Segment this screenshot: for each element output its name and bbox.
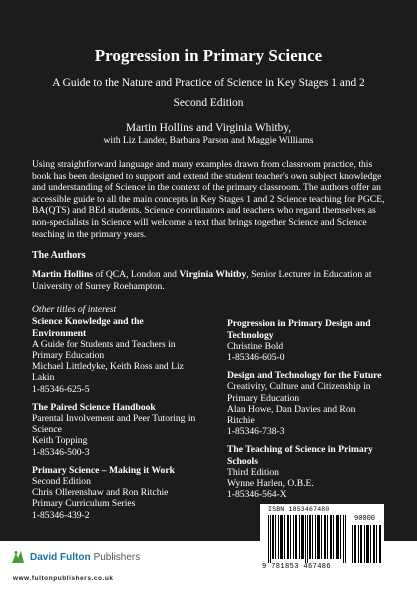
other-title-line: 1-85346-500-3 xyxy=(32,446,90,458)
authors-bio xyxy=(32,269,385,292)
book-coauthors: with Liz Lander, Barbara Parson and Maggie Williams xyxy=(103,135,314,146)
author2-text: , Senior Lecturer in Education at University of Surrey Roehampton. xyxy=(32,269,372,292)
author1-name: Martin Hollins xyxy=(32,269,94,281)
other-title-name: Design and Technology for the Future xyxy=(227,370,382,382)
other-title-name: The Paired Science Handbook xyxy=(32,401,156,413)
other-title-name: Primary Science – Making it Work xyxy=(32,464,175,476)
publisher-suffix: Publishers xyxy=(93,551,141,563)
author1-text: of QCA, London and xyxy=(93,269,180,281)
book-edition: Second Edition xyxy=(173,97,244,109)
book-blurb: Using straightforward language and many examples drawn from classroom practice, this book has been designed to support and extend the student teacher's own subject knowledge and understanding of Science in the context of the primary classroom. The authors offer an accessible guide to all the main concepts in Key Stages 1 and 2 Science teaching for PGCE, BA(QTS) and BEd students. Science coordinators and teachers who regard themselves as non-specialists in Science will welcome a text that brings together Science and Science teaching in the primary years. xyxy=(32,159,385,240)
addon-barcode xyxy=(352,525,382,563)
other-title-line: Keith Topping xyxy=(32,435,88,447)
ean-barcode xyxy=(268,515,346,563)
other-title-line: Second Edition xyxy=(32,475,91,487)
other-title-line: 1-85346-439-2 xyxy=(32,509,90,521)
other-titles-left-column xyxy=(32,316,200,527)
barcode-panel xyxy=(260,504,384,574)
other-title-line: Third Edition xyxy=(227,466,279,478)
publisher-website-link[interactable]: www.fultonpublishers.co.uk xyxy=(13,575,114,582)
other-title-line: Wynne Harlen, O.B.E. xyxy=(227,477,314,489)
other-title-item xyxy=(32,465,200,521)
authors-heading: The Authors xyxy=(32,250,86,262)
other-title-item xyxy=(227,318,385,363)
book-subtitle: A Guide to the Nature and Practice of Science in Key Stages 1 and 2 xyxy=(52,77,365,89)
price-code: 90000 xyxy=(354,515,376,523)
book-title: Progression in Primary Science xyxy=(94,46,323,65)
other-title-name: The Teaching of Science in Primary Schools xyxy=(227,444,373,467)
other-titles-right-column xyxy=(227,318,385,527)
other-title-line: Creativity, Culture and Citizenship in Primary Education xyxy=(227,381,371,404)
other-title-line: 1-85346-564-X xyxy=(227,489,287,501)
isbn-text: ISBN 1853467480 xyxy=(268,506,330,513)
other-title-item xyxy=(227,370,385,437)
other-title-line: Michael Littledyke, Keith Ross and Liz Lakin xyxy=(32,361,184,384)
other-title-line: Christine Bold xyxy=(227,340,284,352)
other-title-line: Primary Curriculum Series xyxy=(32,498,136,510)
other-title-line: 1-85346-738-3 xyxy=(227,426,285,438)
other-titles-list xyxy=(32,316,385,527)
other-title-line: Alan Howe, Dan Davies and Ron Ritchie xyxy=(227,403,356,426)
other-title-name: Progression in Primary Design and Technology xyxy=(227,318,371,341)
author2-name: Virginia Whitby xyxy=(179,269,247,281)
other-titles-heading: Other titles of interest xyxy=(32,304,117,316)
other-title-name: Science Knowledge and the Environment xyxy=(32,316,144,339)
publisher-logo[interactable] xyxy=(10,550,140,564)
other-title-line: 1-85346-605-0 xyxy=(227,351,285,363)
other-title-line: 1-85346-625-5 xyxy=(32,383,90,395)
other-title-item xyxy=(32,402,200,458)
other-title-item xyxy=(32,316,200,394)
book-authors: Martin Hollins and Virginia Whitby, xyxy=(125,122,292,134)
figure-logo-icon xyxy=(10,550,26,564)
other-title-item xyxy=(227,444,385,500)
publisher-name: David Fulton xyxy=(30,551,91,563)
other-title-line: Chris Ollerenshaw and Ron Ritchie xyxy=(32,487,169,499)
ean-digits: 9 781853 467486 xyxy=(262,563,332,571)
other-title-line: A Guide for Students and Teachers in Primary Education xyxy=(32,338,176,361)
other-title-line: Parental Involvement and Peer Tutoring in Science xyxy=(32,412,196,436)
